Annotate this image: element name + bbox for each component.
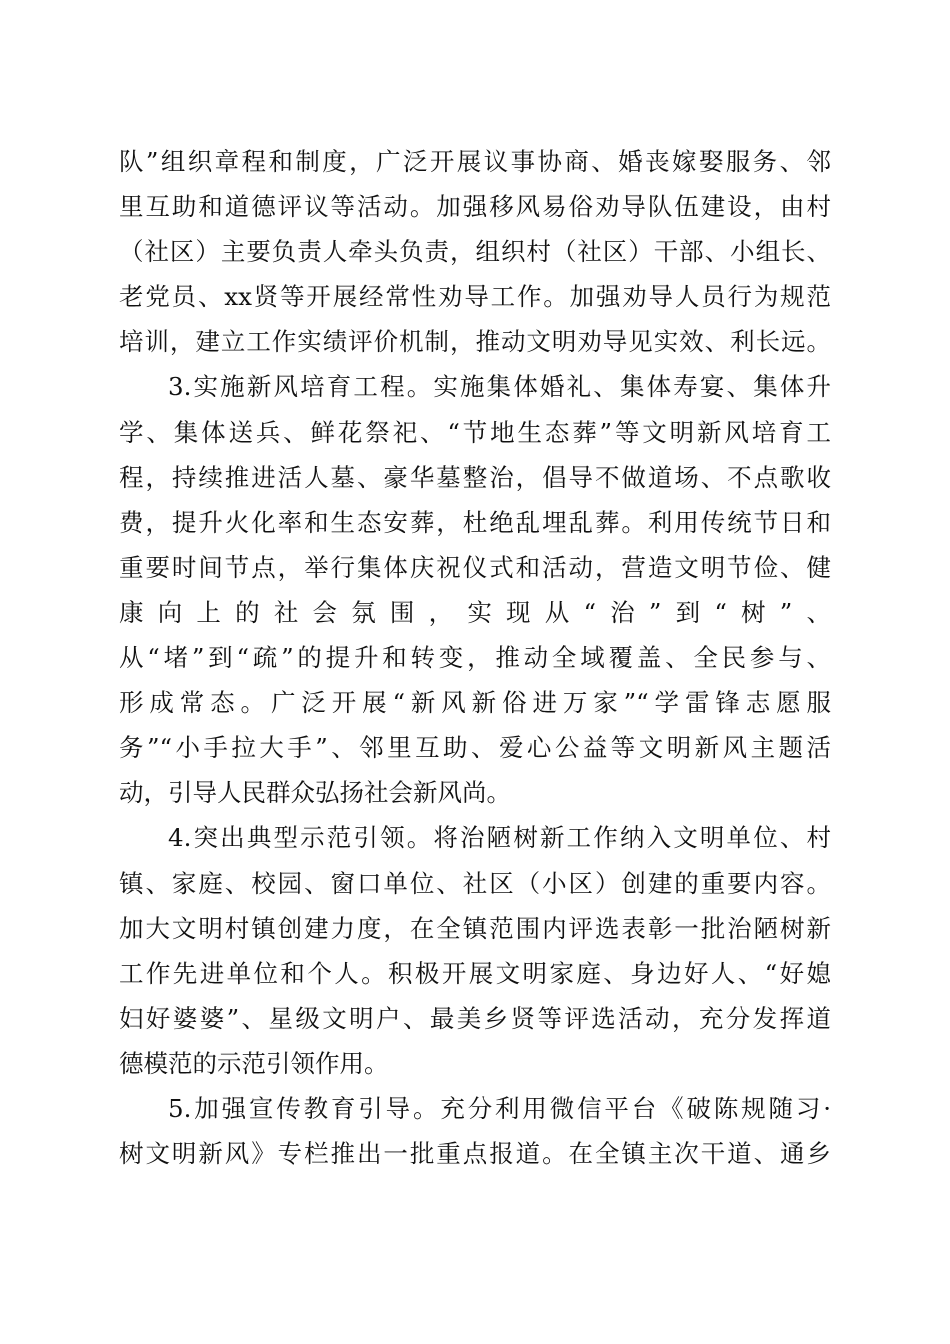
text-line: 工作先进单位和个人。积极开展文明家庭、身边好人、“好媳: [119, 958, 831, 988]
body-text: [119, 139, 831, 1176]
text-line: 队”组织章程和制度，广泛开展议事协商、婚丧嫁娶服务、邻: [119, 147, 831, 176]
text-line: 镇、家庭、校园、窗口单位、社区（小区）创建的重要内容。: [119, 868, 831, 898]
text-line: 形成常态。广泛开展“新风新俗进万家”“学雷锋志愿服: [119, 688, 831, 718]
text-line: 务”“小手拉大手”、邻里互助、爱心公益等文明新风主题活: [119, 733, 831, 763]
text-line: 加大文明村镇创建力度，在全镇范围内评选表彰一批治陋树新: [119, 913, 831, 943]
section-5-heading-line: 5.加强宣传教育引导。充分利用微信平台《破陈规随习·: [168, 1093, 831, 1123]
text-line: 重要时间节点，举行集体庆祝仪式和活动，营造文明节俭、健: [119, 552, 831, 582]
text-line: （社区）主要负责人牵头负责，组织村（社区）干部、小组长、: [119, 237, 831, 267]
section-3-heading-line: 3.实施新风培育工程。实施集体婚礼、集体寿宴、集体升: [168, 372, 831, 402]
text-line: 康向上的社会氛围，实现从“治”到“树”、: [119, 597, 831, 627]
text-line: 学、集体送兵、鲜花祭祀、“节地生态葬”等文明新风培育工: [119, 417, 831, 447]
text-line: 里互助和道德评议等活动。加强移风易俗劝导队伍建设，由村: [119, 192, 831, 222]
text-line: 德模范的示范引领作用。: [119, 1048, 389, 1078]
text-line: 树文明新风》专栏推出一批重点报道。在全镇主次干道、通乡: [119, 1139, 831, 1169]
text-line: 程，持续推进活人墓、豪华墓整治，倡导不做道场、不点歌收: [119, 462, 831, 492]
section-4-heading-line: 4.突出典型示范引领。将治陋树新工作纳入文明单位、村: [168, 823, 831, 853]
text-line: 妇好婆婆”、星级文明户、最美乡贤等评选活动，充分发挥道: [119, 1003, 831, 1033]
text-line: 动，引导人民群众弘扬社会新风尚。: [119, 778, 511, 808]
text-line: 培训，建立工作实绩评价机制，推动文明劝导见实效、利长远。: [119, 327, 831, 357]
text-line: 费，提升火化率和生态安葬，杜绝乱埋乱葬。利用传统节日和: [119, 507, 831, 537]
text-line: 从“堵”到“疏”的提升和转变，推动全域覆盖、全民参与、: [119, 643, 831, 673]
text-line: 老党员、xx贤等开展经常性劝导工作。加强劝导人员行为规范: [119, 282, 831, 312]
